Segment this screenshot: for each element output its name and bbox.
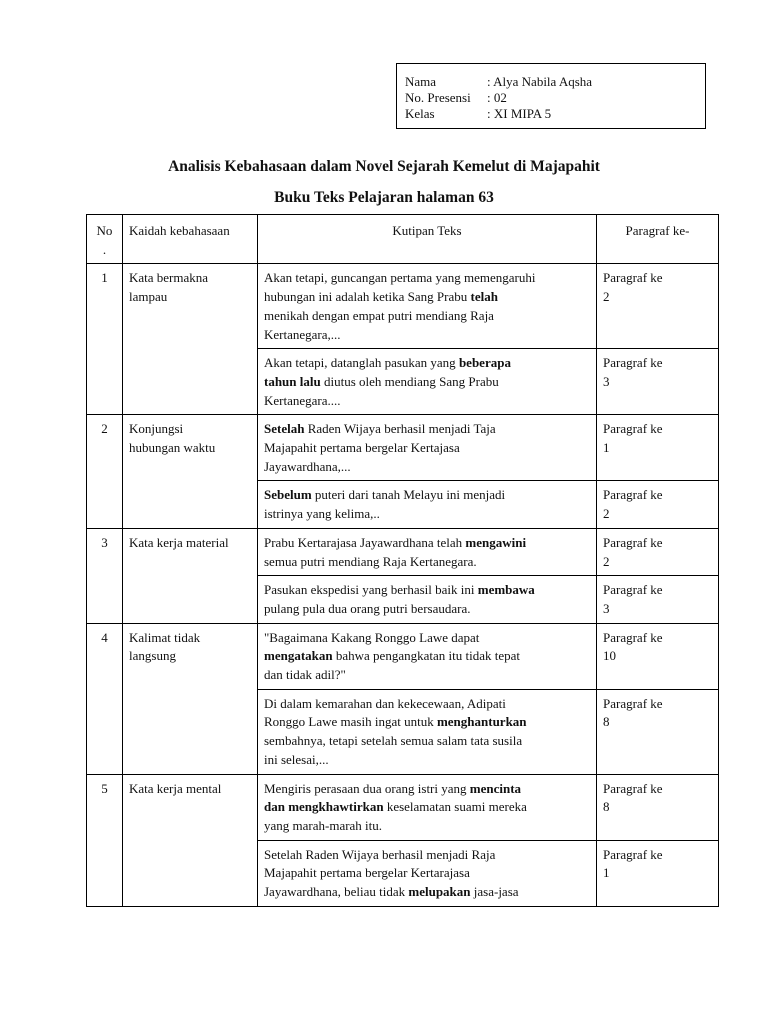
quote-text: pulang pula dua orang putri bersaudara. bbox=[264, 600, 471, 616]
quote-text: Di dalam kemarahan dan kekecewaan, Adipati Ronggo Lawe masih ingat untuk bbox=[264, 695, 506, 730]
highlighted-phrase: Sebelum bbox=[264, 487, 312, 503]
table-row bbox=[87, 528, 719, 575]
highlighted-phrase: telah bbox=[470, 289, 498, 305]
table-row bbox=[87, 415, 719, 481]
table-header-row bbox=[87, 215, 719, 264]
header-no: No . bbox=[87, 215, 123, 264]
table-row bbox=[87, 774, 719, 840]
header-paragraf: Paragraf ke- bbox=[597, 215, 719, 264]
identity-row bbox=[405, 106, 705, 122]
paragraph-number: Paragraf ke 1 bbox=[597, 415, 719, 481]
text-quote bbox=[258, 481, 597, 528]
quote-text: menikah dengan empat putri mendiang Raja Kertanegara,... bbox=[264, 307, 494, 342]
table-body bbox=[87, 264, 719, 906]
paragraph-number: Paragraf ke 8 bbox=[597, 774, 719, 840]
table-row bbox=[87, 623, 719, 689]
language-rule: Kalimat tidak langsung bbox=[123, 623, 258, 774]
highlighted-phrase: beberapa tahun lalu bbox=[264, 355, 511, 389]
identity-value: : 02 bbox=[487, 90, 507, 105]
text-quote bbox=[258, 840, 597, 906]
analysis-table bbox=[86, 214, 719, 907]
identity-value: : XI MIPA 5 bbox=[487, 106, 552, 121]
text-quote bbox=[258, 528, 597, 575]
quote-text: Setelah Raden Wijaya berhasil menjadi Raja Majapahit pertama bergelar Kertarajasa Jayawardhana, beliau tidak bbox=[264, 846, 496, 900]
text-quote bbox=[258, 576, 597, 623]
text-quote bbox=[258, 623, 597, 689]
text-quote bbox=[258, 774, 597, 840]
quote-text: sembahnya, tetapi setelah semua salam tata susila ini selesai,... bbox=[264, 733, 523, 767]
row-number: 5 bbox=[87, 774, 123, 906]
quote-text: Prabu Kertarajasa Jayawardhana telah bbox=[264, 534, 466, 550]
language-rule: Kata bermakna lampau bbox=[123, 264, 258, 415]
text-quote bbox=[258, 349, 597, 415]
document-subtitle: Buku Teks Pelajaran halaman 63 bbox=[274, 189, 494, 206]
paragraph-number: Paragraf ke 8 bbox=[597, 689, 719, 774]
identity-row bbox=[405, 90, 705, 106]
header-kutipan: Kutipan Teks bbox=[258, 215, 597, 264]
row-number: 3 bbox=[87, 528, 123, 623]
identity-value: : Alya Nabila Aqsha bbox=[487, 74, 593, 89]
identity-row bbox=[405, 74, 705, 90]
quote-text: Pasukan ekspedisi yang berhasil baik ini bbox=[264, 582, 478, 598]
quote-text: Akan tetapi, datanglah pasukan yang bbox=[264, 355, 459, 371]
quote-text: keselamatan suami mereka yang marah-marah itu. bbox=[264, 799, 527, 833]
row-number: 4 bbox=[87, 623, 123, 774]
quote-text: puteri dari tanah Melayu ini menjadi istrinya yang kelima,.. bbox=[264, 487, 506, 522]
quote-text: "Bagaimana Kakang Ronggo Lawe dapat bbox=[264, 629, 480, 645]
text-quote bbox=[258, 415, 597, 481]
quote-text: diutus oleh mendiang Sang Prabu Kertanegara.... bbox=[264, 373, 499, 408]
table-row bbox=[87, 264, 719, 349]
highlighted-phrase: Setelah bbox=[264, 421, 305, 437]
row-number: 1 bbox=[87, 264, 123, 415]
language-rule: Konjungsi hubungan waktu bbox=[123, 415, 258, 529]
identity-label: No. Presensi bbox=[405, 90, 471, 105]
highlighted-phrase: mengawini bbox=[465, 534, 527, 550]
language-rule: Kata kerja material bbox=[123, 528, 258, 623]
quote-text: semua putri mendiang Raja Kertanegara. bbox=[264, 553, 477, 569]
text-quote bbox=[258, 264, 597, 349]
text-quote bbox=[258, 689, 597, 774]
language-rule: Kata kerja mental bbox=[123, 774, 258, 906]
paragraph-number: Paragraf ke 10 bbox=[597, 623, 719, 689]
quote-text: Akan tetapi, guncangan pertama yang memengaruhi hubungan ini adalah ketika Sang Prabu bbox=[264, 270, 536, 305]
header-kaidah: Kaidah kebahasaan bbox=[123, 215, 258, 264]
document-title: Analisis Kebahasaan dalam Novel Sejarah Kemelut di Majapahit bbox=[168, 158, 600, 175]
quote-text: jasa-jasa bbox=[470, 884, 519, 900]
student-identity-box bbox=[396, 63, 706, 129]
paragraph-number: Paragraf ke 3 bbox=[597, 349, 719, 415]
identity-label: Kelas bbox=[405, 106, 435, 121]
paragraph-number: Paragraf ke 2 bbox=[597, 264, 719, 349]
paragraph-number: Paragraf ke 2 bbox=[597, 528, 719, 575]
paragraph-number: Paragraf ke 2 bbox=[597, 481, 719, 528]
highlighted-phrase: membawa bbox=[477, 582, 535, 598]
highlighted-phrase: melupakan bbox=[408, 884, 471, 900]
quote-text: Raden Wijaya berhasil menjadi Taja Majapahit pertama bergelar Kertajasa Jayawardhana,... bbox=[264, 421, 496, 474]
highlighted-phrase: mengatakan bbox=[264, 648, 333, 664]
paragraph-number: Paragraf ke 3 bbox=[597, 576, 719, 623]
paragraph-number: Paragraf ke 1 bbox=[597, 840, 719, 906]
highlighted-phrase: menghanturkan bbox=[436, 714, 527, 730]
quote-text: Mengiris perasaan dua orang istri yang bbox=[264, 780, 470, 796]
highlighted-phrase: mencinta dan mengkhawtirkan bbox=[264, 780, 522, 815]
row-number: 2 bbox=[87, 415, 123, 529]
identity-label: Nama bbox=[405, 74, 437, 89]
quote-text: bahwa pengangkatan itu tidak tepat dan tidak adil?" bbox=[264, 648, 520, 683]
